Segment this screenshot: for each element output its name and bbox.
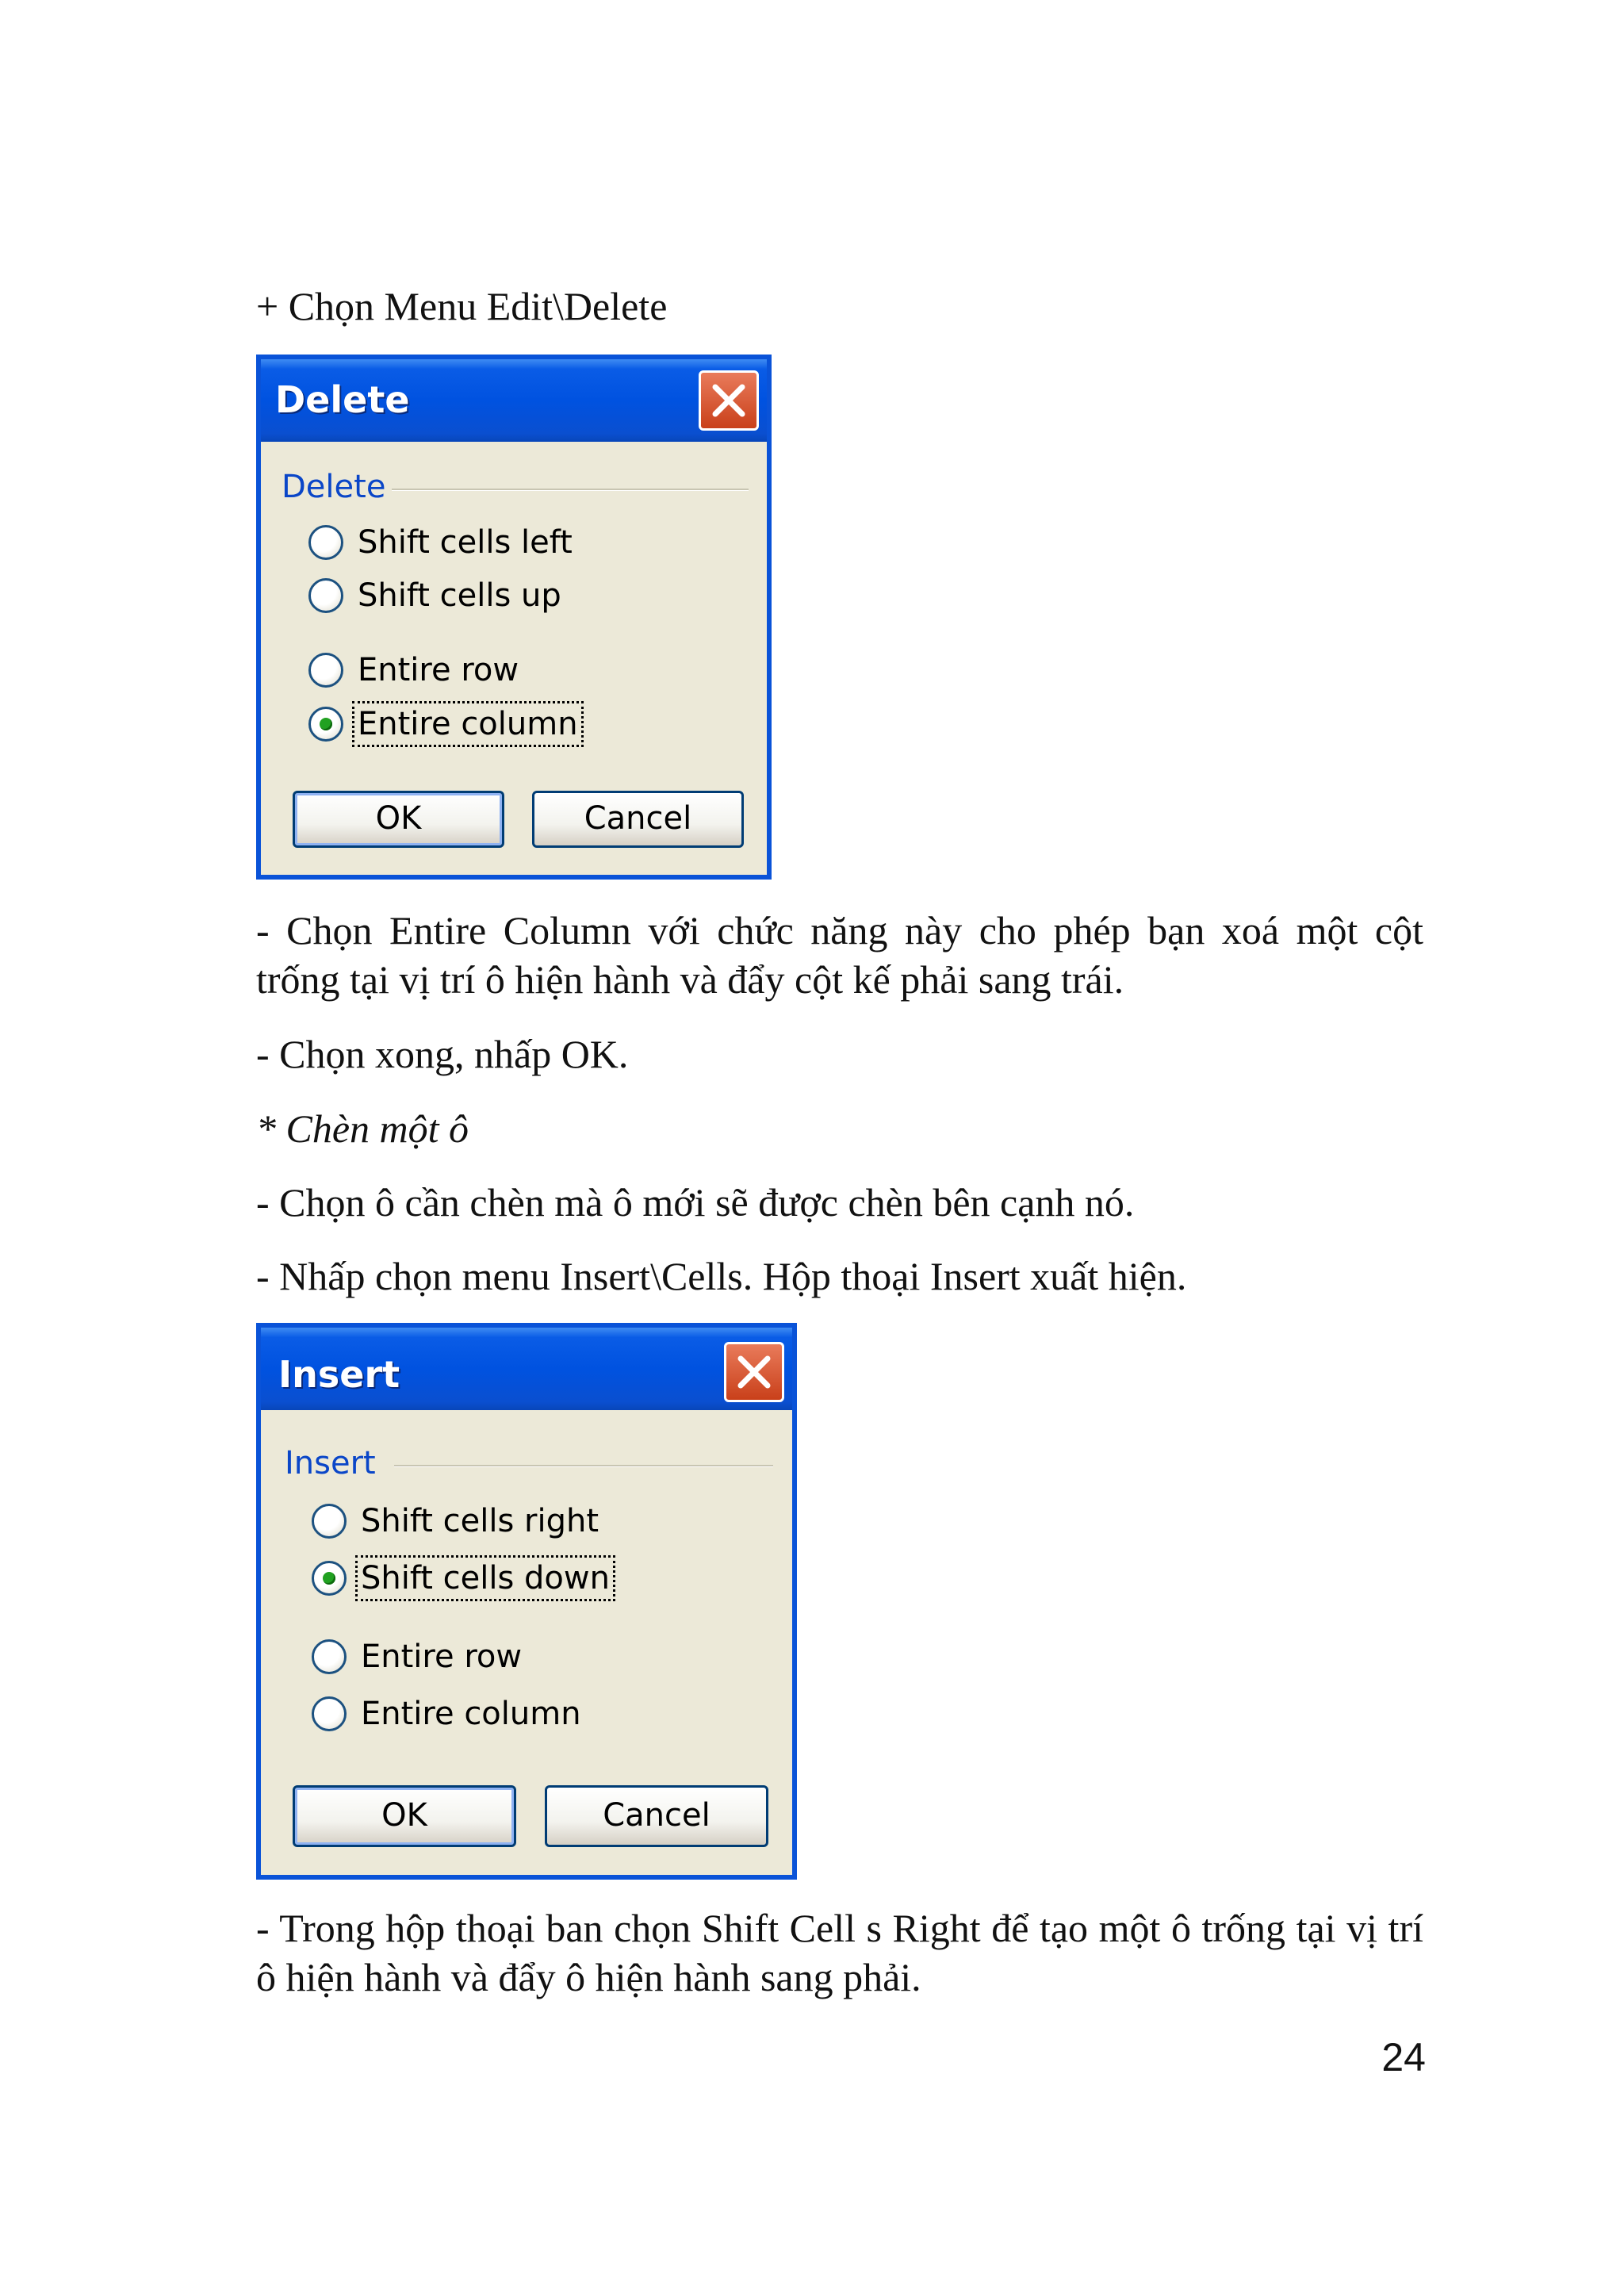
radio-button[interactable] bbox=[312, 1696, 347, 1731]
paragraph-entire-column: - Chọn Entire Column với chức năng này cho phép bạn xoá một cột trống tại vị trí ô hiện hành và đẩy cột kế phải sang trái. bbox=[256, 908, 1423, 1002]
radio-label: Shift cells up bbox=[358, 577, 561, 614]
radio-button[interactable] bbox=[308, 578, 343, 613]
paragraph-shift-cells-right: - Trong hộp thoại ban chọn Shift Cell s Right để tạo một ô trống tại vị trí ô hiện hành và đẩy ô hiện hành sang phải. bbox=[256, 1906, 1423, 1999]
radio-label: Shift cells right bbox=[361, 1503, 599, 1539]
radio-button[interactable] bbox=[312, 1504, 347, 1539]
paragraph-menu-edit-delete: + Chọn Menu Edit\Delete bbox=[256, 284, 668, 328]
delete-dialog-close-button[interactable] bbox=[699, 370, 759, 431]
ok-button[interactable]: OK bbox=[293, 791, 504, 848]
delete-dialog bbox=[256, 355, 772, 880]
close-icon bbox=[709, 381, 749, 420]
radio-label: Shift cells left bbox=[358, 524, 573, 561]
radio-button-selected[interactable] bbox=[312, 1561, 347, 1596]
cancel-button[interactable]: Cancel bbox=[545, 1785, 768, 1847]
insert-dialog bbox=[256, 1323, 797, 1880]
radio-label: Entire column bbox=[354, 703, 581, 745]
insert-group-label: Insert bbox=[285, 1445, 376, 1481]
delete-dialog-titlebar bbox=[261, 359, 767, 442]
insert-dialog-titlebar bbox=[261, 1328, 792, 1410]
radio-label: Entire row bbox=[361, 1639, 523, 1675]
radio-selected-dot bbox=[323, 1572, 335, 1585]
group-divider bbox=[392, 489, 749, 491]
paragraph-choose-ok: - Chọn xong, nhấp OK. bbox=[256, 1032, 629, 1076]
delete-dialog-title: Delete bbox=[275, 378, 410, 421]
delete-group-label: Delete bbox=[282, 469, 386, 505]
radio-selected-dot bbox=[320, 718, 332, 730]
close-icon bbox=[734, 1352, 774, 1392]
radio-button[interactable] bbox=[308, 653, 343, 688]
cancel-button[interactable]: Cancel bbox=[532, 791, 744, 848]
page-number: 24 bbox=[1381, 2035, 1426, 2079]
radio-button[interactable] bbox=[312, 1639, 347, 1674]
ok-button[interactable]: OK bbox=[293, 1785, 516, 1847]
radio-button-selected[interactable] bbox=[308, 707, 343, 742]
group-divider bbox=[394, 1465, 773, 1467]
radio-label: Shift cells down bbox=[358, 1558, 613, 1599]
paragraph-insert-cells-menu: - Nhấp chọn menu Insert\Cells. Hộp thoại Insert xuất hiện. bbox=[256, 1254, 1187, 1298]
insert-dialog-title: Insert bbox=[278, 1353, 400, 1396]
paragraph-select-cell: - Chọn ô cần chèn mà ô mới sẽ được chèn bên cạnh nó. bbox=[256, 1180, 1135, 1225]
section-heading-insert-cell: * Chèn một ô bbox=[256, 1106, 469, 1151]
radio-label: Entire column bbox=[361, 1696, 581, 1732]
radio-label: Entire row bbox=[358, 652, 519, 688]
insert-dialog-close-button[interactable] bbox=[724, 1342, 784, 1402]
radio-button[interactable] bbox=[308, 525, 343, 560]
